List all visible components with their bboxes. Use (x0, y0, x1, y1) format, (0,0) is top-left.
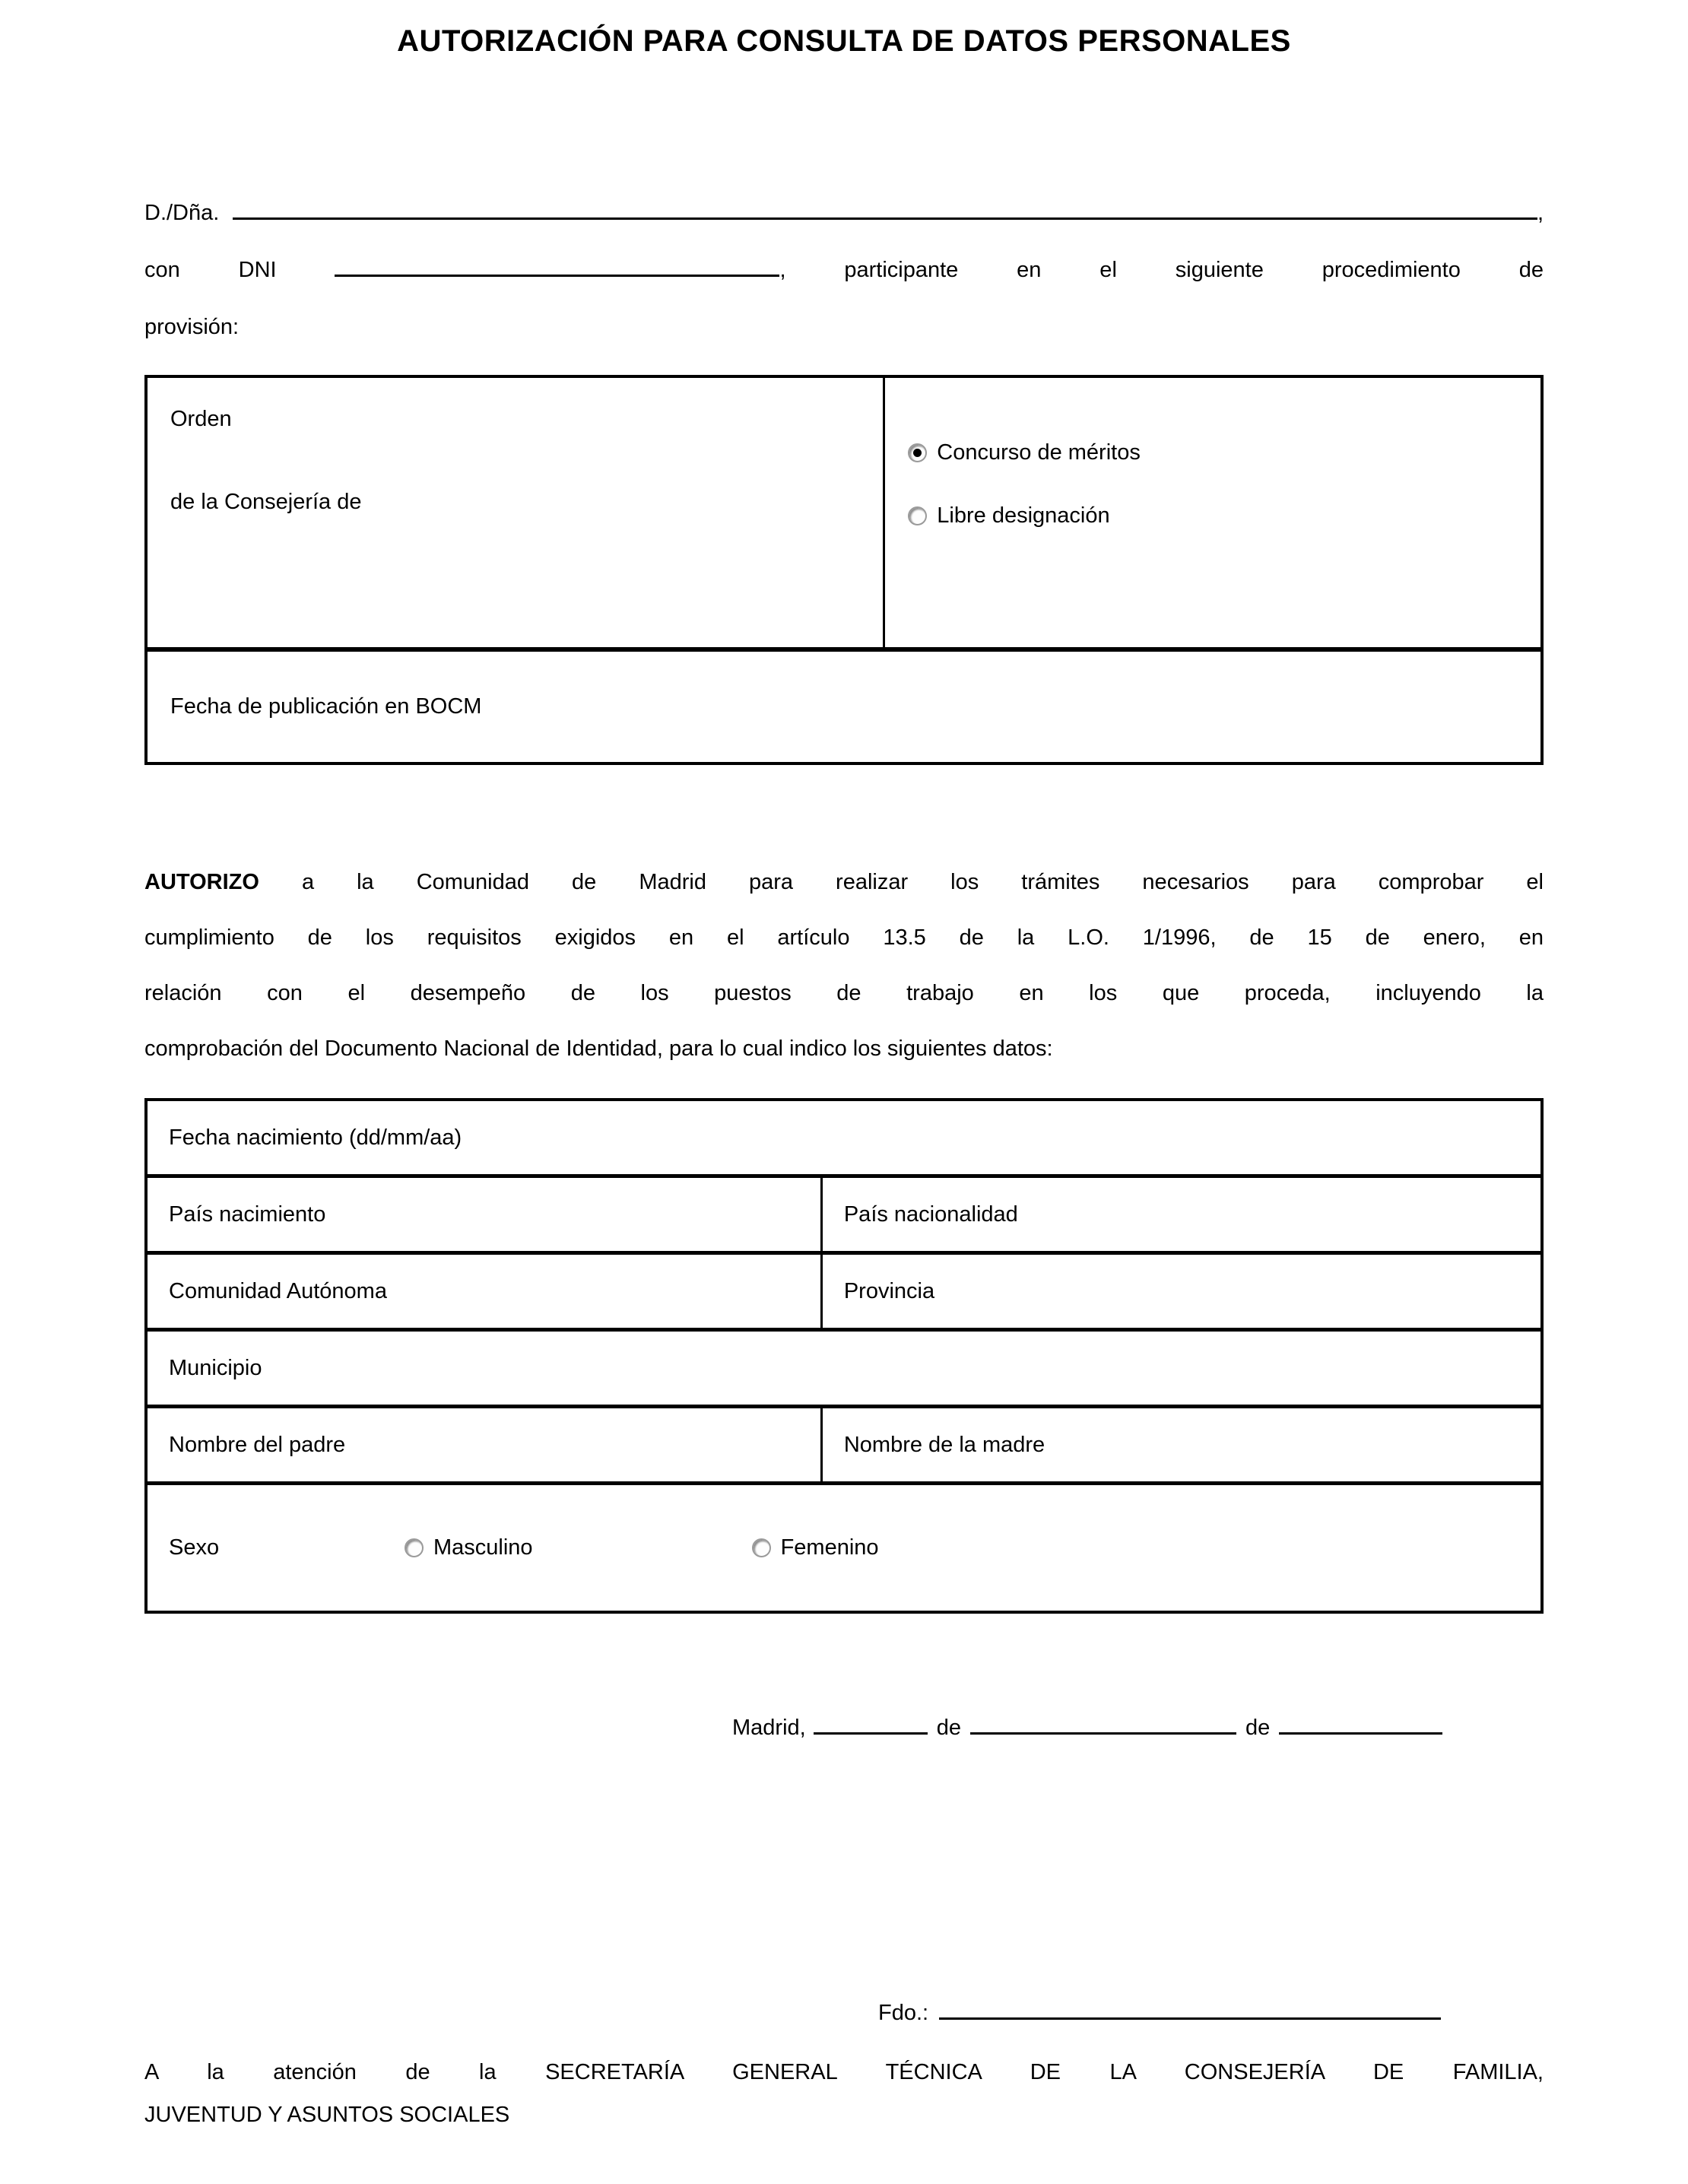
fecha-bocm-cell (148, 652, 1540, 762)
authorization-line (144, 855, 1544, 910)
fdo-label: Fdo.: (878, 2001, 929, 2025)
attention-note (144, 2051, 1544, 2136)
dni-line-rest: , participante en el siguiente procedimiento de (779, 258, 1544, 282)
pais-nacionalidad-cell (820, 1178, 1540, 1251)
fecha-nacimiento-label: Fecha nacimiento (dd/mm/aa) (169, 1125, 462, 1150)
radio-unchecked-icon[interactable] (908, 506, 927, 525)
table-row-sexo (148, 1485, 1540, 1611)
authorization-line: comprobación del Documento Nacional de Identidad, para lo cual indico los siguientes datos: (144, 1036, 1053, 1061)
dni-line (144, 242, 1544, 299)
comunidad-cell (148, 1255, 820, 1328)
nombre-madre-label: Nombre de la madre (843, 1432, 1045, 1457)
authorization-line: relación con el desempeño de los puestos de trabajo en los que proceda, incluyendo la (144, 981, 1544, 1005)
provision-table (144, 375, 1544, 765)
consejeria-label: de la Consejería de (170, 490, 362, 514)
table-row-nombres (148, 1408, 1540, 1485)
pais-nacimiento-label: País nacimiento (169, 1202, 326, 1227)
provision-table-row-order (148, 378, 1540, 652)
provincia-cell (820, 1255, 1540, 1328)
pais-nacionalidad-label: País nacionalidad (843, 1202, 1018, 1227)
provision-label: provisión: (144, 315, 240, 339)
year-field-line (1279, 1730, 1442, 1735)
authorization-line: cumplimiento de los requisitos exigidos en el artículo 13.5 de la L.O. 1/1996, de 15 de enero, en (144, 925, 1544, 950)
radio-label: Libre designación (937, 503, 1110, 528)
de-word: de (1245, 1716, 1271, 1740)
signature-field-line (939, 2015, 1441, 2020)
pais-nacimiento-cell (148, 1178, 820, 1251)
city-label: Madrid, (732, 1716, 806, 1740)
sexo-label: Sexo (169, 1535, 220, 1560)
date-line (732, 1713, 1544, 1743)
dni-label: con DNI (144, 258, 277, 282)
signature-line (878, 1998, 1544, 2028)
provision-line (144, 299, 1544, 356)
fecha-bocm-label: Fecha de publicación en BOCM (170, 694, 482, 719)
attention-line: JUVENTUD Y ASUNTOS SOCIALES (144, 2103, 510, 2127)
radio-checked-icon[interactable] (908, 443, 927, 462)
de-word: de (936, 1716, 961, 1740)
nombre-padre-label: Nombre del padre (169, 1432, 346, 1457)
orden-label: Orden (170, 407, 232, 431)
page-title: AUTORIZACIÓN PARA CONSULTA DE DATOS PERSONALES (397, 24, 1291, 58)
procedure-options-cell (883, 378, 1540, 647)
table-row-pais (148, 1178, 1540, 1255)
day-field-line (814, 1730, 928, 1735)
month-field-line (970, 1730, 1236, 1735)
name-field-line (233, 215, 1537, 220)
name-label: D./Dña. (144, 201, 220, 225)
authorization-line1-rest: a la Comunidad de Madrid para realizar los trámites necesarios para comprobar el (301, 870, 1544, 894)
radio-label: Concurso de méritos (937, 440, 1141, 465)
radio-option-libre-designacion[interactable] (908, 503, 1533, 529)
nombre-madre-cell (820, 1408, 1540, 1481)
radio-unchecked-icon[interactable] (405, 1538, 424, 1557)
orden-cell (148, 378, 883, 647)
table-row-municipio (148, 1332, 1540, 1408)
nombre-padre-cell (148, 1408, 820, 1481)
dni-field-line (335, 272, 779, 277)
municipio-label: Municipio (169, 1355, 262, 1380)
radio-option-masculino[interactable] (405, 1535, 533, 1560)
name-comma: , (1537, 201, 1544, 225)
intro-section (144, 185, 1544, 356)
personal-data-table (144, 1098, 1544, 1614)
table-row-fecha-nacimiento (148, 1101, 1540, 1178)
name-line (144, 185, 1544, 242)
radio-option-concurso-meritos[interactable] (908, 440, 1533, 465)
provincia-label: Provincia (843, 1278, 935, 1303)
radio-option-femenino[interactable] (752, 1535, 879, 1560)
table-row-comunidad-provincia (148, 1255, 1540, 1332)
radio-label: Femenino (780, 1535, 879, 1560)
authorization-paragraph (144, 855, 1544, 1077)
radio-label: Masculino (433, 1535, 533, 1560)
attention-line: A la atención de la SECRETARÍA GENERAL TÉCNICA DE LA CONSEJERÍA DE FAMILIA, (144, 2060, 1544, 2084)
radio-unchecked-icon[interactable] (752, 1538, 771, 1557)
autorizo-bold: AUTORIZO (144, 870, 259, 894)
comunidad-label: Comunidad Autónoma (169, 1278, 387, 1303)
